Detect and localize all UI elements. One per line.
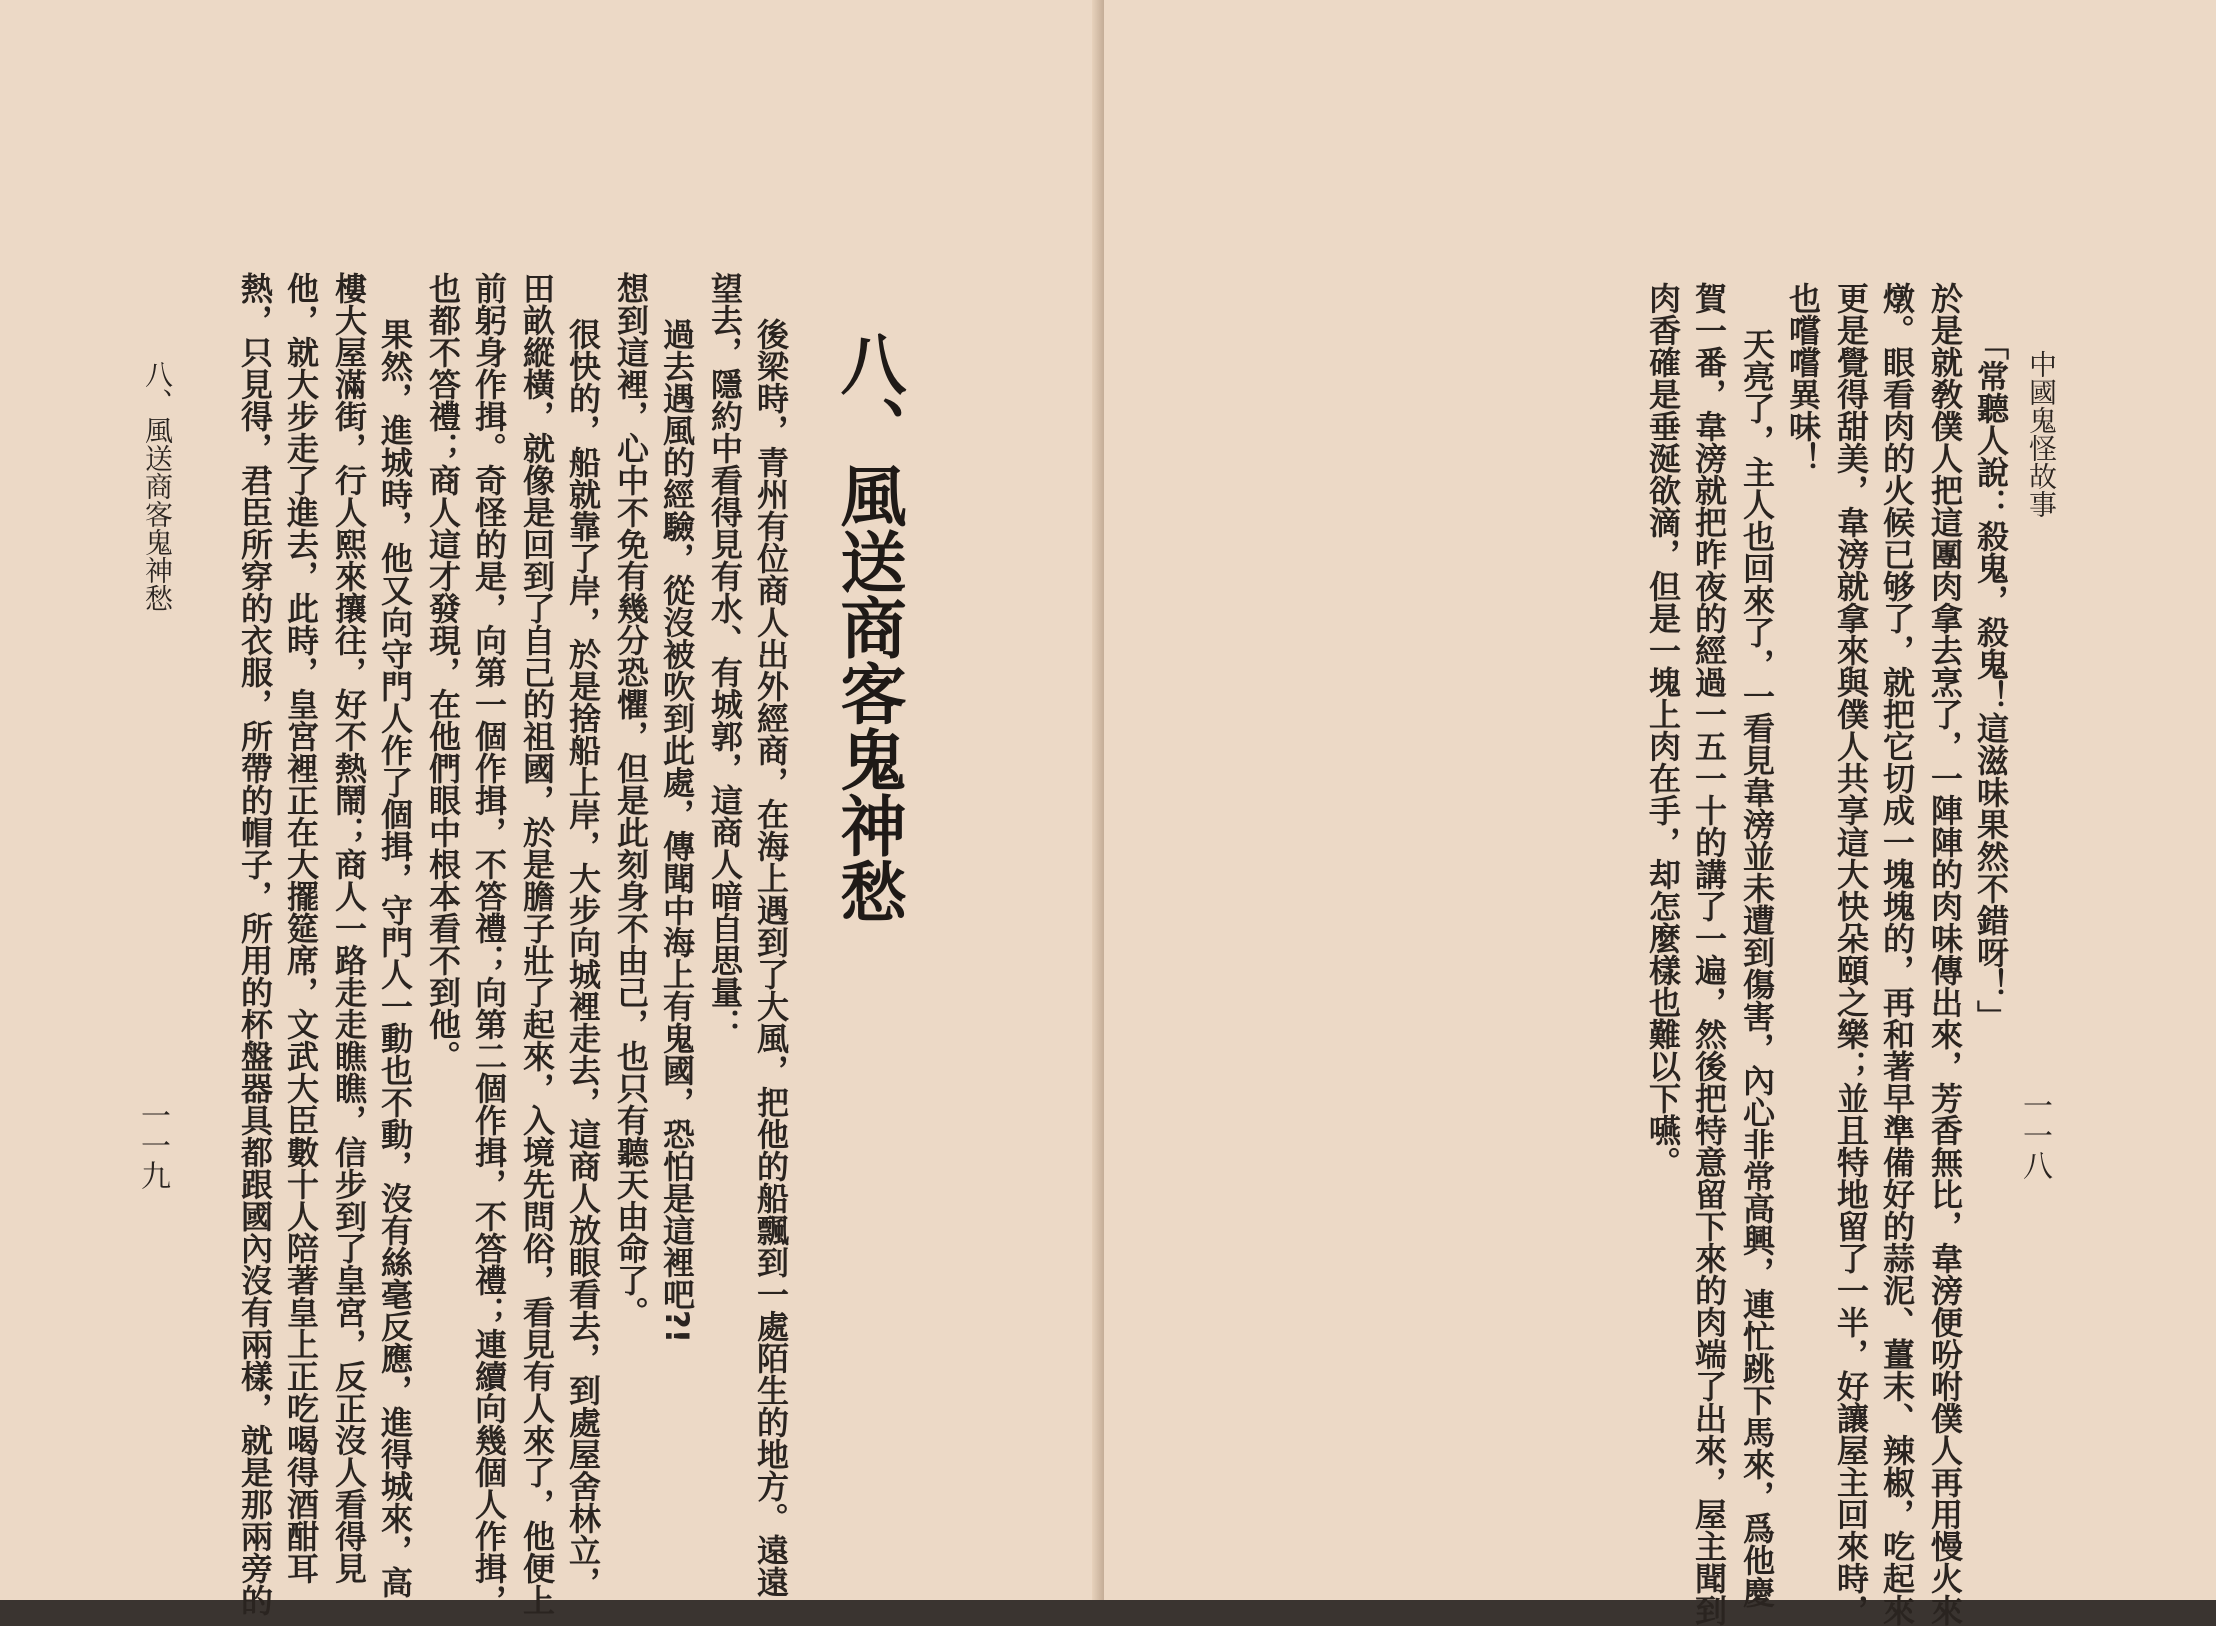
left-col-11: 他，就大步走了進去，此時，皇宮裡正在大擺筵席，文武大臣數十人陪著皇上正吃喝得酒酣耳: [282, 272, 320, 1584]
right-col-5: 也嚐嚐異味！: [1784, 282, 1822, 474]
left-col-8: 也都不答禮；商人這才發現，在他們眼中根本看不到他。: [424, 272, 462, 1072]
left-col-12: 熱，只見得，君臣所穿的衣服，所帶的帽子，所用的杯盤器具都跟國內沒有兩樣，就是那兩旁的: [236, 272, 274, 1616]
left-col-4: 想到這裡，心中不免有幾分恐懼，但是此刻身不由己，也只有聽天由命了。: [612, 272, 650, 1328]
page-number-right: 一一八: [2017, 1090, 2052, 1180]
right-col-4: 更是覺得甜美，韋滂就拿來與僕人共享這大快朵頤之樂；並且特地留了一半，好讓屋主回來時，: [1832, 282, 1870, 1626]
right-col-1: 「常聽人說：殺鬼，殺鬼！這滋味果然不錯呀！」: [1972, 328, 2010, 1032]
left-col-5: 很快的，船就靠了岸，於是捨船上岸，大步向城裡走去，這商人放眼看去，到處屋舍林立，: [564, 318, 602, 1598]
right-col-7: 賀一番，韋滂就把昨夜的經過一五一十的講了一遍，然後把特意留下來的肉端了出來，屋主聞到: [1690, 282, 1728, 1626]
right-col-6: 天亮了，主人也回來了，一看見韋滂並未遭到傷害，內心非常高興，連忙跳下馬來，爲他慶: [1738, 328, 1776, 1608]
running-header: 中國鬼怪故事: [2025, 350, 2058, 518]
right-col-3: 燉。眼看肉的火候已够了，就把它切成一塊塊的，再和著早準備好的蒜泥、薑末、辣椒，吃起來: [1878, 282, 1916, 1626]
left-page: [0, 0, 1104, 1616]
page-number-left: 一一九: [135, 1100, 170, 1190]
left-col-3: 過去遇風的經驗，從沒被吹到此處，傳聞中海上有鬼國，恐怕是這裡吧?!: [658, 318, 696, 1344]
left-col-6: 田畝縱橫，就像是回到了自己的祖國，於是膽子壯了起來，入境先問俗，看見有人來了，他便上: [518, 272, 556, 1616]
running-footer: 八、風送商客鬼神愁: [141, 360, 174, 612]
left-col-10: 樓大屋滿街，行人熙來攘往，好不熱鬧；商人一路走走瞧瞧，信步到了皇宮，反正沒人看得見: [330, 272, 368, 1584]
right-col-2: 於是就敎僕人把這團肉拿去烹了，一陣陣的肉味傳出來，芳香無比，韋滂便吩咐僕人再用慢火來: [1926, 282, 1964, 1626]
left-col-1: 後梁時，青州有位商人出外經商，在海上遇到了大風，把他的船飄到一處陌生的地方。遠遠: [752, 318, 790, 1598]
right-col-8: 肉香確是垂涎欲滴，但是一塊上肉在手，却怎麼樣也難以下嚥。: [1644, 282, 1682, 1178]
left-col-9: 果然，進城時，他又向守門人作了個揖，守門人一動也不動，沒有絲毫反應，進得城來，高: [376, 318, 414, 1598]
left-col-7: 前躬身作揖。奇怪的是，向第一個作揖，不答禮；向第二個作揖，不答禮；連續向幾個人作揖，: [470, 272, 508, 1616]
right-page: [1104, 0, 2216, 1626]
chapter-title: 八、風送商客鬼神愁: [829, 330, 906, 924]
left-col-2: 望去，隱約中看得見有水、有城郭，這商人暗自思量：: [706, 272, 744, 1040]
